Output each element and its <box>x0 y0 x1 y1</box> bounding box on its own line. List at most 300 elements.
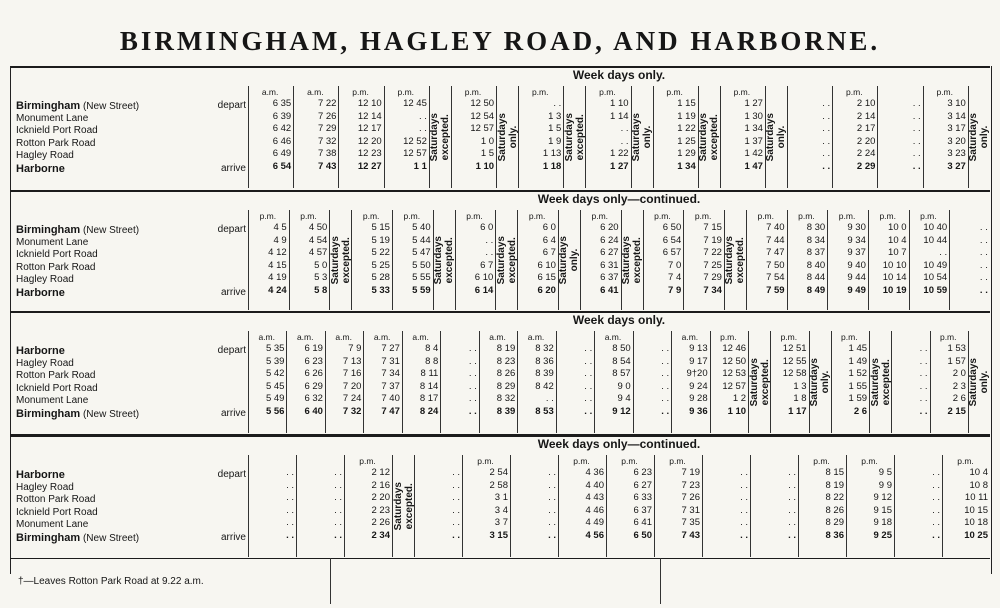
train-column <box>787 86 832 188</box>
time-cell: . . <box>548 504 556 516</box>
time-cell: 6 46 <box>272 135 292 147</box>
time-cell: . . <box>912 98 921 109</box>
time-cell: 12 14 <box>357 110 382 122</box>
time-cell: 12 50 <box>722 355 747 367</box>
time-period <box>895 455 940 467</box>
station-list <box>16 345 246 421</box>
station-row <box>16 150 246 163</box>
time-period: p.m. <box>957 456 974 466</box>
time-cell: 1 49 <box>848 355 868 367</box>
time-cell: . . <box>548 467 556 478</box>
train-column <box>462 455 510 557</box>
time-cell: . . <box>584 393 593 405</box>
time-cell: 6 15 <box>537 272 556 284</box>
time-cell: 6 50 <box>662 222 682 233</box>
time-period: p.m. <box>352 87 369 97</box>
station-name: Rotton Park Road <box>16 370 96 382</box>
time-period: a.m. <box>681 332 699 342</box>
train-column <box>510 455 558 557</box>
time-cell: 1 17 <box>788 405 807 417</box>
time-cell: 5 0 <box>314 259 328 271</box>
service-note: Saturdays excepted. <box>621 235 643 285</box>
time-cell: 5 42 <box>265 368 285 380</box>
train-column <box>517 210 558 310</box>
station-name: Birmingham <box>16 407 81 420</box>
station-row <box>16 494 246 507</box>
time-cell: 8 11 <box>420 368 439 380</box>
time-cell: . . <box>452 479 460 491</box>
time-cell: 4 56 <box>585 529 604 541</box>
time-cell: . . <box>584 343 593 354</box>
train-column <box>344 455 392 557</box>
time-period <box>511 455 556 467</box>
time-cell: . . <box>912 110 921 122</box>
time-cell: 8 49 <box>806 284 826 296</box>
time-period <box>892 331 927 343</box>
station-name: Harborne <box>16 286 65 299</box>
train-column <box>798 455 846 557</box>
train-column <box>293 86 338 188</box>
time-cell: 4 54 <box>308 234 328 246</box>
time-period: p.m. <box>528 211 546 221</box>
time-cell: 2 0 <box>952 368 966 380</box>
time-cell: 1 59 <box>848 393 868 405</box>
time-cell: 6 7 <box>480 259 494 271</box>
time-period: p.m. <box>259 211 277 221</box>
time-period: p.m. <box>813 456 830 466</box>
time-cell: 7 44 <box>766 234 785 246</box>
time-cell: 9 44 <box>847 272 866 284</box>
time-period <box>788 86 830 98</box>
train-column <box>363 331 401 433</box>
time-cell: 5 8 <box>314 284 328 296</box>
time-period: p.m. <box>666 87 683 97</box>
section-heading: Week days only. <box>572 68 666 82</box>
station-name: Hagley Road <box>16 357 74 369</box>
time-cell: 7 29 <box>703 272 722 284</box>
time-cell: 6 26 <box>304 368 323 380</box>
train-column <box>720 86 765 188</box>
time-cell: . . <box>932 529 940 541</box>
time-cell: 7 34 <box>381 368 400 380</box>
note-column <box>621 210 643 310</box>
train-column <box>683 210 724 310</box>
station-note: (New Street) <box>82 101 140 112</box>
time-cell: . . <box>468 405 477 417</box>
time-cell: 6 54 <box>272 160 292 172</box>
station-name: Monument Lane <box>16 395 89 407</box>
time-cell: 6 10 <box>537 259 556 271</box>
time-cell: . . <box>545 393 554 405</box>
time-cell: 7 22 <box>703 247 722 259</box>
divider <box>330 558 331 604</box>
time-cell: 2 17 <box>856 123 876 135</box>
train-column <box>286 331 324 433</box>
time-cell: . . <box>919 405 928 417</box>
station-name: Monument Lane <box>16 112 89 124</box>
time-cell: 7 19 <box>703 234 722 246</box>
time-cell: . . <box>468 343 477 354</box>
train-column <box>832 86 877 188</box>
station-name: Rotton Park Road <box>16 494 96 506</box>
service-note: Saturdays excepted. <box>495 235 518 285</box>
time-cell: 6 27 <box>633 479 652 491</box>
train-column <box>517 331 555 433</box>
time-period <box>703 455 748 467</box>
time-cell: . . <box>932 504 940 516</box>
time-cell: 12 53 <box>722 368 747 380</box>
time-cell: 6 4 <box>542 234 556 246</box>
service-note: Saturdays only. <box>558 235 580 285</box>
time-cell: . . <box>452 529 460 541</box>
train-column <box>338 86 383 188</box>
note-column <box>496 86 518 188</box>
time-cell: 6 41 <box>633 517 652 529</box>
train-column <box>392 210 433 310</box>
section-heading: Week days only—continued. <box>537 437 701 451</box>
time-cell: 8 54 <box>612 355 631 367</box>
time-cell: . . <box>788 517 796 529</box>
time-cell: 10 8 <box>969 479 988 491</box>
time-period: a.m. <box>261 87 279 97</box>
train-column <box>653 86 698 188</box>
time-cell: 5 15 <box>371 222 390 233</box>
time-cell: 8 39 <box>496 405 516 417</box>
time-period: p.m. <box>879 211 896 221</box>
time-cell: . . <box>919 380 928 392</box>
time-cell: 5 55 <box>412 272 431 284</box>
time-period <box>557 331 592 343</box>
time-cell: 2 20 <box>371 492 390 504</box>
time-cell: 9 25 <box>873 529 892 541</box>
time-cell: . . <box>584 380 593 392</box>
train-column <box>585 86 630 188</box>
time-cell: 7 34 <box>703 284 722 296</box>
time-cell: . . <box>979 247 988 259</box>
note-column <box>968 331 990 433</box>
time-cell: 2 29 <box>856 160 876 172</box>
station-direction: depart <box>217 345 246 356</box>
time-cell: 8 40 <box>806 259 826 271</box>
time-period <box>249 455 294 467</box>
time-period: p.m. <box>654 211 671 221</box>
time-cell: . . <box>661 343 670 354</box>
time-cell: 2 12 <box>371 467 390 478</box>
station-note: (New Street) <box>82 225 140 236</box>
time-cell: 1 53 <box>947 343 966 354</box>
time-cell: 1 22 <box>677 123 696 135</box>
time-period: a.m. <box>489 332 506 342</box>
time-cell: 12 20 <box>357 135 382 147</box>
time-cell: 7 47 <box>381 405 400 417</box>
time-period <box>950 210 988 222</box>
time-cell: 4 50 <box>308 222 328 233</box>
time-cell: 5 33 <box>371 284 390 296</box>
times-grid <box>248 86 990 188</box>
times-grid <box>248 455 990 557</box>
time-cell: . . <box>788 492 796 504</box>
time-cell: . . <box>788 467 796 478</box>
time-cell: 9 24 <box>689 380 708 392</box>
time-cell: . . <box>822 123 831 135</box>
time-cell: . . <box>584 405 593 417</box>
station-row <box>16 138 246 151</box>
train-column <box>746 210 787 310</box>
station-list <box>16 469 246 545</box>
time-period: a.m. <box>527 332 545 342</box>
train-column <box>580 210 621 310</box>
time-cell: 1 57 <box>947 355 966 367</box>
time-cell: 1 3 <box>793 380 807 392</box>
times-grid <box>248 331 990 433</box>
time-cell: 6 42 <box>272 123 292 135</box>
time-cell: 7 4 <box>668 272 682 284</box>
station-name: Harborne <box>16 162 65 175</box>
station-name: Icknield Port Road <box>16 125 98 137</box>
section-heading: Week days only—continued. <box>537 192 701 206</box>
time-cell: 9 28 <box>689 393 708 405</box>
time-cell: 2 3 <box>952 380 966 392</box>
time-cell: 5 25 <box>371 259 390 271</box>
train-column <box>633 331 671 433</box>
time-cell: 8 44 <box>806 272 826 284</box>
time-cell: . . <box>620 123 629 135</box>
time-cell: 3 1 <box>494 492 508 504</box>
time-period: a.m. <box>335 332 352 342</box>
time-cell: 12 50 <box>470 98 495 109</box>
time-period: p.m. <box>403 211 421 221</box>
time-cell: 8 15 <box>825 467 844 478</box>
time-cell: . . <box>468 393 477 405</box>
train-column <box>654 455 702 557</box>
time-cell: 8 34 <box>806 234 826 246</box>
time-cell: 6 19 <box>304 343 323 354</box>
time-cell: 5 39 <box>265 355 285 367</box>
station-direction: depart <box>217 100 246 111</box>
train-column <box>827 210 868 310</box>
station-row <box>16 262 246 275</box>
time-period <box>878 86 920 98</box>
time-cell: 1 27 <box>610 160 629 172</box>
time-cell: 7 37 <box>381 380 400 392</box>
station-note: (New Street) <box>82 408 140 420</box>
time-cell: 9 4 <box>617 393 631 405</box>
time-cell: . . <box>979 272 988 284</box>
time-period: p.m. <box>838 211 856 221</box>
time-cell: . . <box>740 479 748 491</box>
station-row <box>16 370 246 383</box>
time-cell: 5 56 <box>265 405 285 417</box>
time-cell: 5 28 <box>371 272 390 284</box>
time-cell: 7 24 <box>342 393 362 405</box>
time-period: p.m. <box>531 87 549 97</box>
time-cell: 6 14 <box>474 284 494 296</box>
time-cell: 7 26 <box>681 492 700 504</box>
time-cell: 1 0 <box>480 135 495 147</box>
time-cell: 4 43 <box>585 492 604 504</box>
time-cell: . . <box>286 492 294 504</box>
time-cell: 7 13 <box>342 355 362 367</box>
time-cell: 5 3 <box>314 272 328 284</box>
time-cell: . . <box>334 479 342 491</box>
time-cell: 4 40 <box>585 479 604 491</box>
time-cell: . . <box>932 492 940 504</box>
time-cell: 2 14 <box>856 110 876 122</box>
time-cell: 2 24 <box>856 148 876 160</box>
time-cell: 10 40 <box>923 222 948 233</box>
time-cell: 4 15 <box>268 259 287 271</box>
time-cell: 7 32 <box>342 405 362 417</box>
time-cell: . . <box>740 504 748 516</box>
train-column <box>750 455 798 557</box>
train-column <box>296 455 344 557</box>
train-column <box>384 86 429 188</box>
time-cell: . . <box>912 135 921 147</box>
train-column <box>556 331 594 433</box>
time-cell: 7 59 <box>766 284 785 296</box>
time-cell: 8 32 <box>496 393 516 405</box>
time-cell: 6 23 <box>304 355 323 367</box>
note-column <box>809 331 831 433</box>
time-cell: 12 57 <box>470 123 495 135</box>
station-row <box>16 249 246 262</box>
time-cell: 7 26 <box>317 110 337 122</box>
time-cell: 7 54 <box>766 272 785 284</box>
time-cell: 9 17 <box>689 355 708 367</box>
time-cell: 7 9 <box>348 343 362 354</box>
time-cell: 12 57 <box>722 380 747 392</box>
time-cell: 1 5 <box>480 148 495 160</box>
time-cell: . . <box>334 504 342 516</box>
time-cell: 2 10 <box>856 98 876 109</box>
time-cell: . . <box>822 135 831 147</box>
time-cell: 1 18 <box>542 160 562 172</box>
time-cell: . . <box>979 234 988 246</box>
time-cell: 1 19 <box>677 110 696 122</box>
train-column <box>325 331 363 433</box>
time-cell: 2 15 <box>947 405 966 417</box>
time-cell: . . <box>334 517 342 529</box>
time-cell: 1 14 <box>610 110 629 122</box>
time-cell: 6 37 <box>600 272 619 284</box>
time-cell: . . <box>468 380 477 392</box>
train-column <box>455 210 496 310</box>
time-cell: 2 6 <box>952 393 966 405</box>
time-period <box>415 455 460 467</box>
service-note: Saturdays excepted. <box>429 112 451 162</box>
time-cell: 10 14 <box>882 272 907 284</box>
time-cell: 9 12 <box>873 492 892 504</box>
time-period: p.m. <box>694 211 712 221</box>
station-row <box>16 287 246 300</box>
note-column <box>558 210 580 310</box>
time-cell: 12 58 <box>782 368 807 380</box>
time-cell: 12 27 <box>357 160 382 172</box>
service-note: Saturdays only. <box>968 357 990 407</box>
time-cell: 7 22 <box>317 98 337 109</box>
time-cell: 6 37 <box>633 504 652 516</box>
note-column <box>765 86 787 188</box>
time-cell: 8 19 <box>496 343 516 354</box>
service-note: Saturdays excepted. <box>329 235 352 285</box>
time-period: p.m. <box>477 456 494 466</box>
time-cell: . . <box>286 517 294 529</box>
note-column <box>433 210 455 310</box>
time-cell: 5 59 <box>412 284 431 296</box>
time-cell: 8 26 <box>825 504 844 516</box>
train-column <box>787 210 828 310</box>
time-period <box>751 455 796 467</box>
station-direction: depart <box>217 224 246 235</box>
train-column <box>923 86 968 188</box>
time-cell: 8 39 <box>535 368 554 380</box>
time-cell: . . <box>979 284 988 296</box>
time-cell: 2 23 <box>371 504 390 516</box>
train-column <box>606 455 654 557</box>
time-cell: 10 19 <box>882 284 907 296</box>
time-cell: 1 10 <box>610 98 629 109</box>
service-note: Saturdays only. <box>496 112 519 162</box>
time-period: p.m. <box>573 456 590 466</box>
time-cell: 4 5 <box>273 222 287 233</box>
time-cell: . . <box>740 492 748 504</box>
note-column <box>748 331 770 433</box>
time-cell: 5 22 <box>371 247 390 259</box>
station-row <box>16 113 246 126</box>
train-column <box>877 86 922 188</box>
time-cell: 10 49 <box>923 259 948 271</box>
time-cell: 10 7 <box>888 247 907 259</box>
time-cell: . . <box>485 234 494 246</box>
station-name: Icknield Port Road <box>16 382 98 394</box>
time-period: a.m. <box>258 332 275 342</box>
time-cell: . . <box>334 492 342 504</box>
time-cell: 8 24 <box>419 405 439 417</box>
time-cell: 5 35 <box>265 343 285 354</box>
time-cell: 10 4 <box>969 467 988 478</box>
divider <box>660 558 661 604</box>
station-name: Hagley Road <box>16 150 74 162</box>
time-cell: . . <box>919 355 928 367</box>
station-name: Hagley Road <box>16 274 74 286</box>
train-column <box>942 455 990 557</box>
time-cell: 6 27 <box>600 247 619 259</box>
time-cell: 9 34 <box>847 234 866 246</box>
time-cell: . . <box>919 343 928 354</box>
station-direction: arrive <box>220 162 246 174</box>
station-row <box>16 383 246 396</box>
time-cell: 6 39 <box>272 110 292 122</box>
station-row <box>16 507 246 520</box>
time-cell: 8 23 <box>496 355 516 367</box>
time-cell: 6 23 <box>633 467 652 478</box>
time-cell: 5 19 <box>371 234 390 246</box>
time-cell: 12 54 <box>470 110 495 122</box>
time-cell: 6 49 <box>272 148 292 160</box>
service-note: Saturdays excepted. <box>433 235 455 285</box>
train-column <box>643 210 684 310</box>
time-period <box>634 331 669 343</box>
station-name: Hagley Road <box>16 481 74 493</box>
station-row <box>16 408 246 421</box>
time-cell: . . <box>919 393 928 405</box>
time-cell: . . <box>740 529 748 541</box>
service-note: Saturdays only. <box>631 112 653 162</box>
time-period: a.m. <box>296 332 314 342</box>
train-column <box>868 210 909 310</box>
time-cell: 6 10 <box>474 272 494 284</box>
train-column <box>770 331 808 433</box>
